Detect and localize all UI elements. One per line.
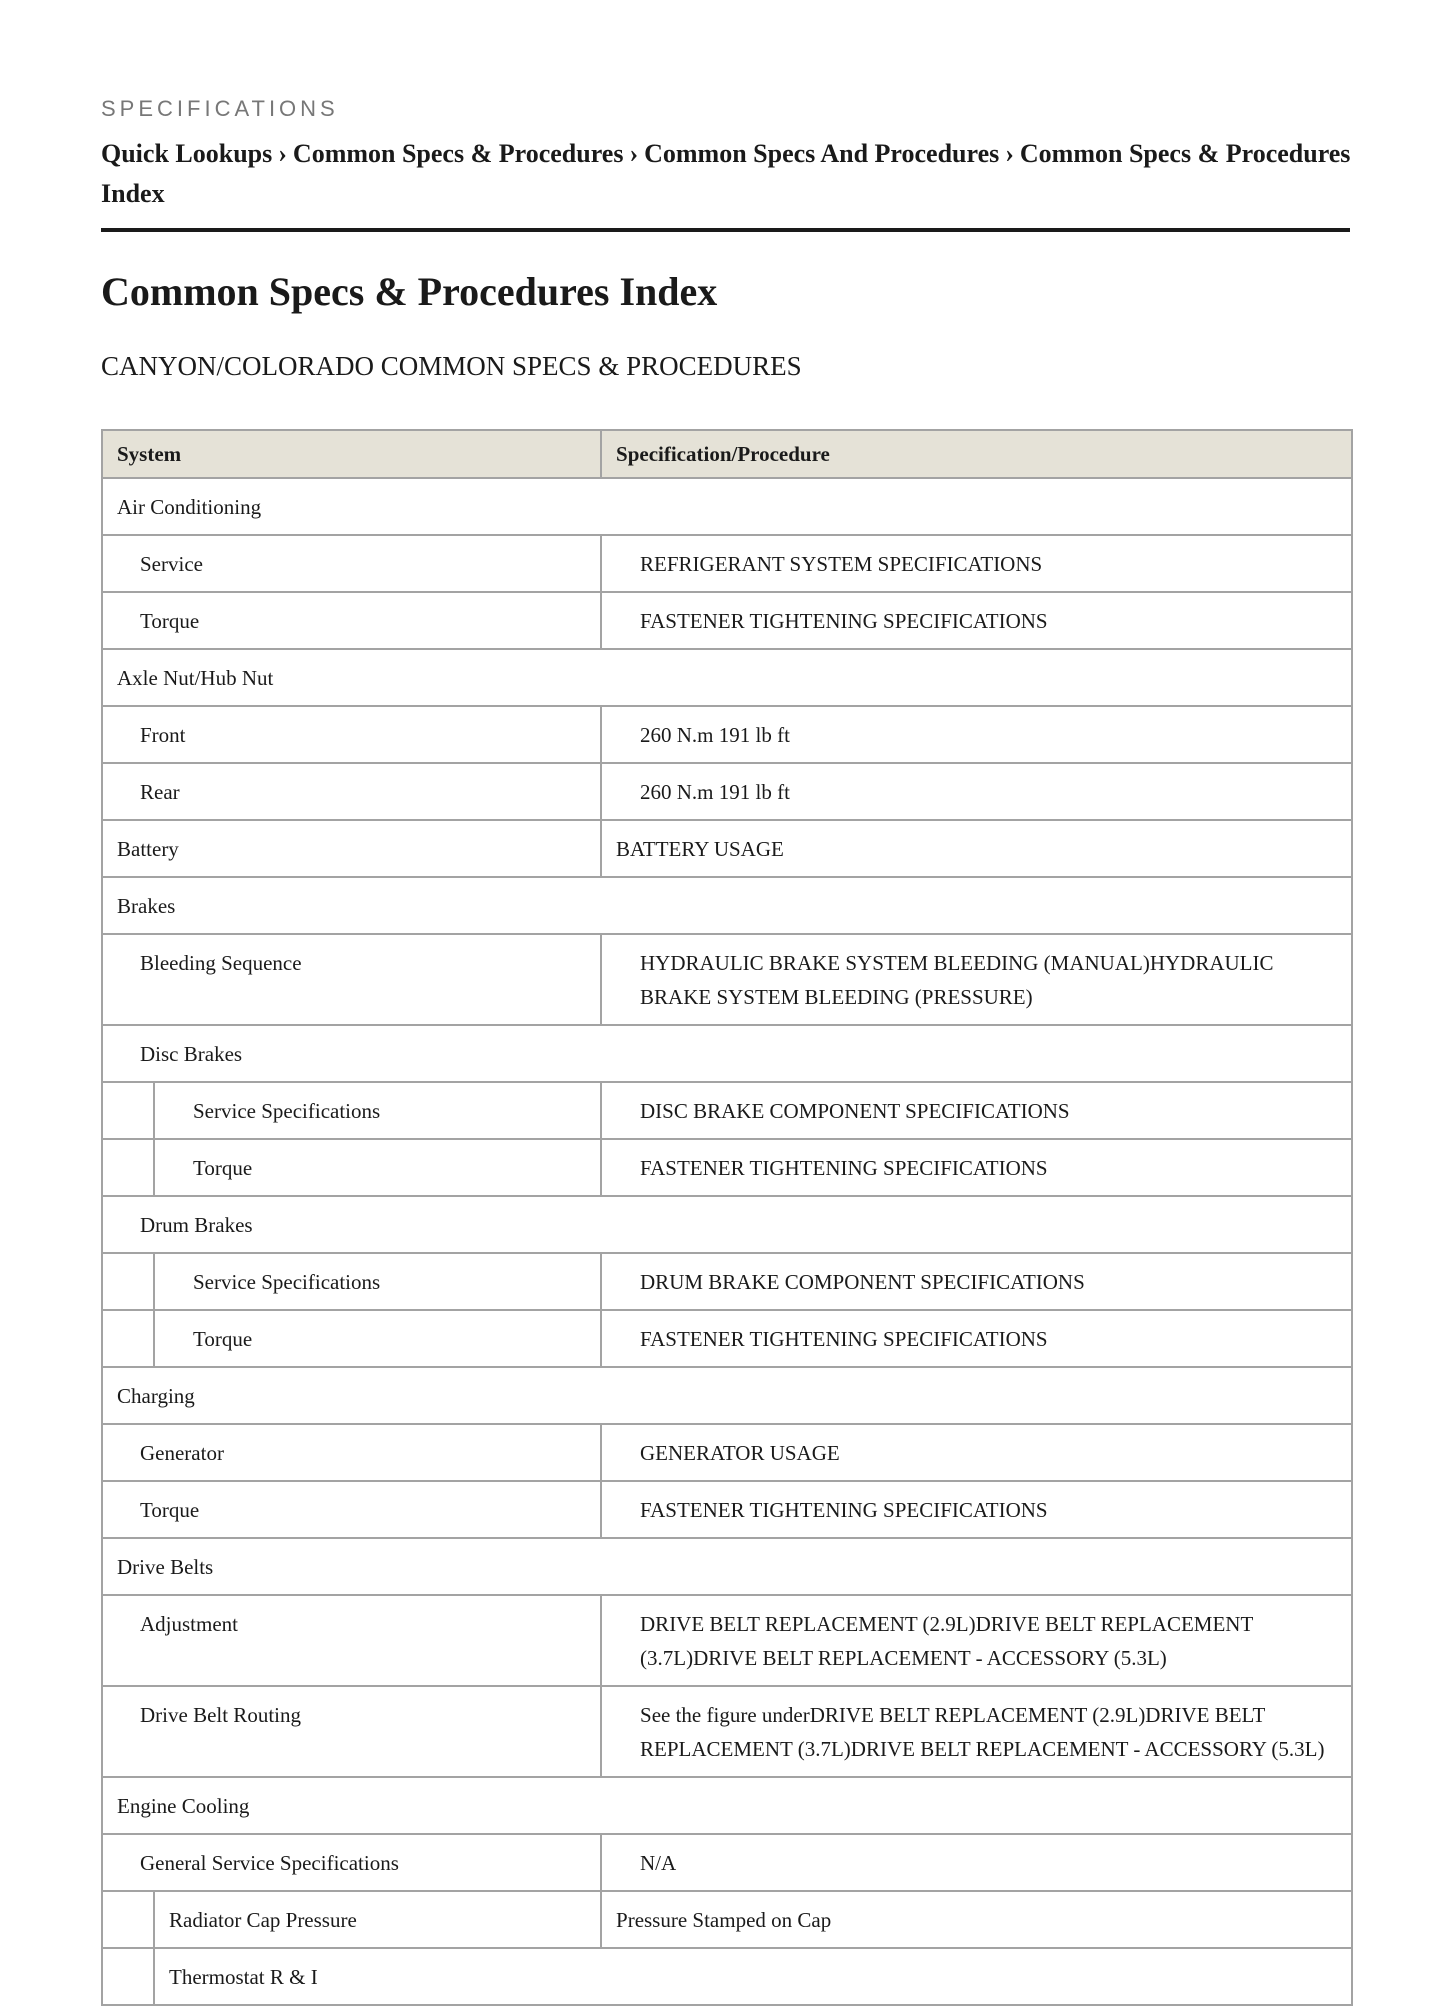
table-row <box>102 1777 1352 1834</box>
spec-link[interactable]: BATTERY USAGE <box>616 837 784 861</box>
spec-link[interactable]: Pressure Stamped on Cap <box>616 1908 832 1932</box>
table-row <box>102 763 1352 820</box>
column-header-spec: Specification/Procedure <box>601 430 1352 478</box>
table-row <box>102 1948 1352 2005</box>
system-cell <box>102 706 601 763</box>
system-cell <box>102 877 1352 934</box>
breadcrumb-item[interactable]: Common Specs & Procedures <box>292 139 624 168</box>
table-row <box>102 1891 1352 1948</box>
specs-table-body <box>102 478 1352 2005</box>
spec-cell <box>601 934 1352 1025</box>
table-row <box>102 820 1352 877</box>
system-label: Radiator Cap Pressure <box>169 1908 357 1932</box>
section-kicker: SPECIFICATIONS <box>101 96 339 121</box>
indent-gutter <box>102 1082 154 1139</box>
table-row <box>102 1025 1352 1082</box>
breadcrumb-separator: › <box>1005 139 1014 168</box>
system-cell <box>102 1367 1352 1424</box>
table-row <box>102 877 1352 934</box>
system-cell <box>102 1686 601 1777</box>
spec-link[interactable]: REFRIGERANT SYSTEM SPECIFICATIONS <box>640 552 1043 576</box>
system-label: Torque <box>193 1327 253 1351</box>
system-label: Service <box>140 552 203 576</box>
system-cell <box>154 1253 601 1310</box>
breadcrumb <box>101 134 1351 214</box>
spec-link[interactable]: DRUM BRAKE COMPONENT SPECIFICATIONS <box>640 1270 1085 1294</box>
table-row <box>102 1595 1352 1686</box>
spec-link[interactable]: 260 N.m 191 lb ft <box>640 780 790 804</box>
table-row <box>102 535 1352 592</box>
system-cell <box>102 1025 1352 1082</box>
spec-link[interactable]: 260 N.m 191 lb ft <box>640 723 790 747</box>
system-label: Engine Cooling <box>117 1794 250 1818</box>
table-row <box>102 1686 1352 1777</box>
system-label: Bleeding Sequence <box>140 951 302 975</box>
spec-cell <box>601 1253 1352 1310</box>
spec-link[interactable]: DISC BRAKE COMPONENT SPECIFICATIONS <box>640 1099 1070 1123</box>
system-label: Disc Brakes <box>140 1042 243 1066</box>
spec-cell <box>601 1686 1352 1777</box>
system-cell <box>154 1310 601 1367</box>
system-label: Rear <box>140 780 180 804</box>
system-label: Drum Brakes <box>140 1213 253 1237</box>
column-header-system: System <box>102 430 601 478</box>
page-subtitle: CANYON/COLORADO COMMON SPECS & PROCEDURES <box>101 351 802 381</box>
table-row <box>102 1367 1352 1424</box>
indent-gutter <box>102 1139 154 1196</box>
system-cell <box>102 820 601 877</box>
spec-cell <box>601 1891 1352 1948</box>
spec-link[interactable]: HYDRAULIC BRAKE SYSTEM BLEEDING (MANUAL)HYDRAULIC BRAKE SYSTEM BLEEDING (PRESSURE) <box>640 951 1274 1009</box>
spec-cell <box>601 1310 1352 1367</box>
table-row <box>102 1139 1352 1196</box>
spec-cell <box>601 1082 1352 1139</box>
table-row <box>102 1834 1352 1891</box>
breadcrumb-item[interactable]: Quick Lookups <box>101 139 273 168</box>
spec-link[interactable]: See the figure underDRIVE BELT REPLACEMENT (2.9L)DRIVE BELT REPLACEMENT (3.7L)DRIVE BELT REPLACEMENT - ACCESSORY (5.3L) <box>640 1703 1325 1761</box>
spec-cell <box>601 1481 1352 1538</box>
breadcrumb-item-current: Common Specs & Procedures Index <box>101 139 1351 208</box>
system-label: Thermostat R & I <box>169 1965 318 1989</box>
spec-cell <box>601 1424 1352 1481</box>
table-row <box>102 934 1352 1025</box>
system-cell <box>102 535 601 592</box>
system-label: Brakes <box>117 894 176 918</box>
spec-cell <box>601 706 1352 763</box>
table-row <box>102 1310 1352 1367</box>
breadcrumb-separator: › <box>278 139 287 168</box>
spec-link[interactable]: GENERATOR USAGE <box>640 1441 840 1465</box>
table-row <box>102 1481 1352 1538</box>
page-title: Common Specs & Procedures Index <box>101 269 718 314</box>
system-label: Charging <box>117 1384 195 1408</box>
spec-link[interactable]: FASTENER TIGHTENING SPECIFICATIONS <box>640 1327 1048 1351</box>
system-label: Drive Belts <box>117 1555 214 1579</box>
spec-cell <box>601 1595 1352 1686</box>
system-label: Service Specifications <box>193 1099 381 1123</box>
spec-link[interactable]: FASTENER TIGHTENING SPECIFICATIONS <box>640 1156 1048 1180</box>
system-cell <box>102 763 601 820</box>
spec-cell <box>601 592 1352 649</box>
system-label: Front <box>140 723 186 747</box>
spec-cell <box>601 1834 1352 1891</box>
system-label: Battery <box>117 837 179 861</box>
spec-link[interactable]: FASTENER TIGHTENING SPECIFICATIONS <box>640 1498 1048 1522</box>
system-label: Adjustment <box>140 1612 238 1636</box>
system-cell <box>102 934 601 1025</box>
system-label: Generator <box>140 1441 224 1465</box>
system-cell <box>154 1948 1352 2005</box>
system-cell <box>102 1595 601 1686</box>
system-cell <box>102 592 601 649</box>
system-label: Axle Nut/Hub Nut <box>117 666 274 690</box>
indent-gutter <box>102 1253 154 1310</box>
spec-link[interactable]: DRIVE BELT REPLACEMENT (2.9L)DRIVE BELT REPLACEMENT (3.7L)DRIVE BELT REPLACEMENT - ACCESSORY (5.3L) <box>640 1612 1253 1670</box>
system-cell <box>102 1777 1352 1834</box>
table-row <box>102 1253 1352 1310</box>
system-label: Torque <box>140 609 200 633</box>
breadcrumb-separator: › <box>629 139 639 168</box>
system-label: Torque <box>140 1498 200 1522</box>
indent-gutter <box>102 1948 154 2005</box>
system-cell <box>154 1139 601 1196</box>
table-row <box>102 1196 1352 1253</box>
system-cell <box>102 1834 601 1891</box>
system-label: Drive Belt Routing <box>140 1703 301 1727</box>
table-row <box>102 1424 1352 1481</box>
system-cell <box>102 1481 601 1538</box>
spec-cell <box>601 763 1352 820</box>
indent-gutter <box>102 1310 154 1367</box>
system-cell <box>154 1891 601 1948</box>
specs-table <box>101 429 1353 2006</box>
spec-link[interactable]: N/A <box>640 1851 677 1875</box>
table-row <box>102 1538 1352 1595</box>
table-row <box>102 478 1352 535</box>
table-row <box>102 592 1352 649</box>
system-cell <box>102 1196 1352 1253</box>
system-label: Air Conditioning <box>117 495 262 519</box>
indent-gutter <box>102 1891 154 1948</box>
spec-cell <box>601 820 1352 877</box>
system-cell <box>154 1082 601 1139</box>
system-cell <box>102 478 1352 535</box>
system-cell <box>102 1424 601 1481</box>
table-row <box>102 1082 1352 1139</box>
table-header-row <box>102 430 1352 478</box>
system-label: Service Specifications <box>193 1270 381 1294</box>
table-row <box>102 706 1352 763</box>
table-row <box>102 649 1352 706</box>
system-cell <box>102 1538 1352 1595</box>
spec-cell <box>601 1139 1352 1196</box>
system-cell <box>102 649 1352 706</box>
system-label: Torque <box>193 1156 253 1180</box>
spec-link[interactable]: FASTENER TIGHTENING SPECIFICATIONS <box>640 609 1048 633</box>
system-label: General Service Specifications <box>140 1851 399 1875</box>
header-divider <box>101 228 1350 232</box>
spec-cell <box>601 535 1352 592</box>
breadcrumb-item[interactable]: Common Specs And Procedures <box>644 139 1000 168</box>
